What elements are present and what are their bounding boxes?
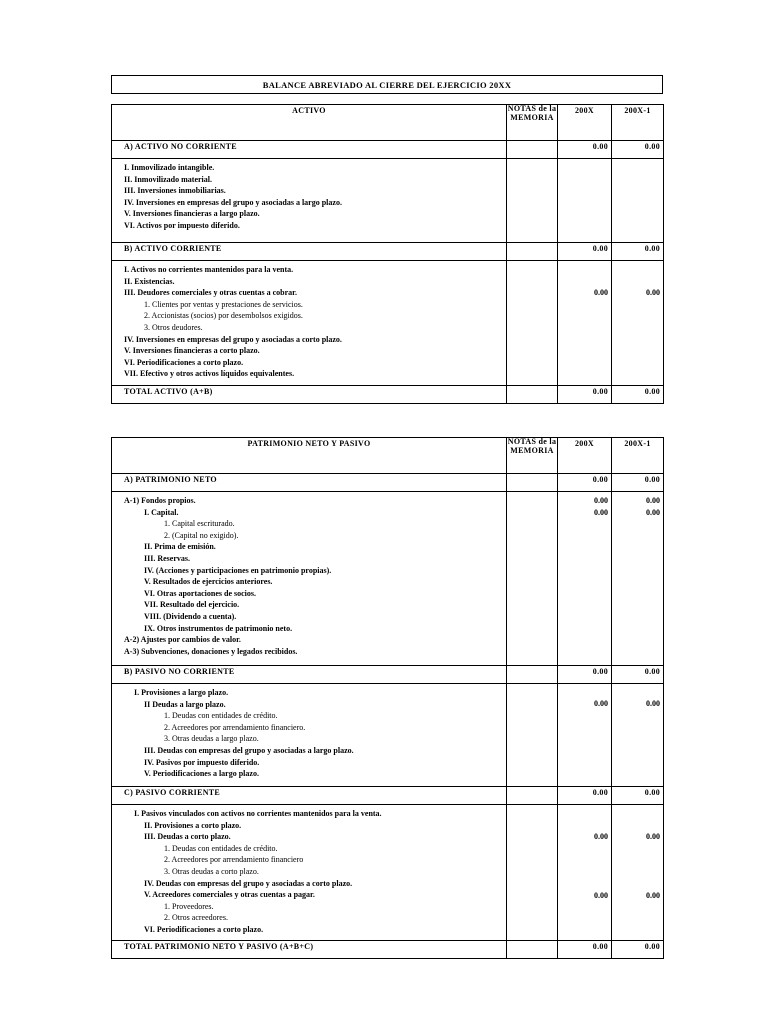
- value: 0.00: [646, 890, 660, 900]
- line-item: VIII. (Dividendo a cuenta).: [144, 611, 237, 621]
- line-item: II. Existencias.: [124, 276, 175, 286]
- value-cell: 0.00: [558, 386, 612, 404]
- value-cell: 0.00: [558, 941, 612, 959]
- total-pasivo-row: [112, 941, 664, 959]
- value-cell: 0.00: [612, 141, 664, 159]
- line-item: IV. Inversiones en empresas del grupo y asociadas a largo plazo.: [124, 197, 342, 207]
- value-cell: 0.00: [612, 941, 664, 959]
- line-item: IV. (Acciones y participaciones en patrimonio propias).: [144, 565, 332, 575]
- pasivo-no-corriente-items: [112, 684, 664, 787]
- value: 0.00: [594, 288, 608, 297]
- line-item: VI. Otras aportaciones de socios.: [144, 588, 256, 598]
- value-cell: [612, 805, 664, 941]
- line-item: VI. Periodificaciones a corto plazo.: [124, 357, 244, 367]
- line-item: I. Capital.: [144, 507, 179, 517]
- line-item: A-1) Fondos propios.: [124, 496, 196, 505]
- line-item: 1. Clientes por ventas y prestaciones de servicios.: [144, 299, 303, 309]
- notas-cell: [507, 474, 558, 492]
- line-item: II Deudas a largo plazo.: [144, 699, 226, 709]
- notas-cell: [507, 666, 558, 684]
- section-label: A) ACTIVO NO CORRIENTE: [112, 141, 507, 159]
- value-cell: 0.00: [612, 386, 664, 404]
- year1-header: 200X: [558, 105, 612, 141]
- line-item: 2. (Capital no exigido).: [164, 530, 239, 540]
- value: 0.00: [594, 832, 608, 841]
- value-cell: 0.00: [558, 141, 612, 159]
- line-item: 2. Accionistas (socios) por desembolsos exigidos.: [144, 311, 303, 321]
- year2-header: 200X-1: [612, 105, 664, 141]
- pasivo-corriente-items: [112, 805, 664, 941]
- line-item: VI. Activos por impuesto diferido.: [124, 220, 240, 230]
- value: 0.00: [646, 496, 660, 505]
- line-item: IV. Inversiones en empresas del grupo y asociadas a corto plazo.: [124, 334, 342, 344]
- value-cell: 0.00: [612, 243, 664, 261]
- notas-cell: [507, 159, 558, 243]
- line-item: 1. Capital escriturado.: [164, 519, 235, 529]
- total-label: TOTAL PATRIMONIO NETO Y PASIVO (A+B+C): [112, 941, 507, 959]
- line-item: IV. Pasivos por impuesto diferido.: [144, 757, 260, 767]
- notas-cell: [507, 805, 558, 941]
- notas-cell: [507, 141, 558, 159]
- value-cell: 0.00: [612, 787, 664, 805]
- line-item: 2. Otros acreedores.: [164, 913, 228, 923]
- line-item: I. Pasivos vinculados con activos no corrientes mantenidos para la venta.: [134, 809, 382, 818]
- value-cell: [558, 492, 612, 666]
- value: 0.00: [594, 699, 608, 708]
- line-item: II. Provisiones a corto plazo.: [144, 820, 242, 830]
- line-item: A-3) Subvenciones, donaciones y legados recibidos.: [124, 646, 298, 656]
- line-item: I. Activos no corrientes mantenidos para la venta.: [124, 265, 294, 274]
- activo-table: [111, 104, 664, 404]
- line-item: III. Deudores comerciales y otras cuentas a cobrar.: [124, 288, 297, 298]
- pasivo-header-row: [112, 438, 664, 474]
- value-cell: [612, 684, 664, 787]
- line-item: III. Deudas a corto plazo.: [144, 832, 231, 842]
- activo-header: ACTIVO: [112, 105, 507, 141]
- line-item: V. Resultados de ejercicios anteriores.: [144, 577, 273, 587]
- line-item: 1. Deudas con entidades de crédito.: [164, 711, 278, 721]
- total-activo-row: [112, 386, 664, 404]
- line-item: VII. Resultado del ejercicio.: [144, 600, 240, 610]
- value: 0.00: [594, 890, 608, 900]
- line-item: 2. Acreedores por arrendamiento financiero.: [164, 722, 306, 732]
- value: 0.00: [594, 496, 608, 505]
- total-label: TOTAL ACTIVO (A+B): [112, 386, 507, 404]
- line-item: IX. Otros instrumentos de patrimonio neto.: [144, 623, 293, 633]
- activo-header-row: [112, 105, 664, 141]
- year2-header: 200X-1: [612, 438, 664, 474]
- notas-cell: [507, 684, 558, 787]
- pasivo-no-corriente-row: [112, 666, 664, 684]
- value-cell: 0.00: [558, 787, 612, 805]
- value: 0.00: [646, 507, 660, 517]
- section-label: B) PASIVO NO CORRIENTE: [112, 666, 507, 684]
- value-cell: [558, 684, 612, 787]
- value-cell: 0.00: [558, 474, 612, 492]
- line-item: V. Acreedores comerciales y otras cuentas a pagar.: [144, 890, 315, 900]
- notas-cell: [507, 787, 558, 805]
- value-cell: [612, 261, 664, 386]
- notas-header: NOTAS de la MEMORIA: [507, 438, 558, 474]
- value-cell: [612, 492, 664, 666]
- line-item: 1. Deudas con entidades de crédito.: [164, 843, 278, 853]
- activo-no-corriente-items: [112, 159, 664, 243]
- notas-header: NOTAS de la MEMORIA: [507, 105, 558, 141]
- notas-cell: [507, 386, 558, 404]
- line-item: V. Inversiones financieras a corto plazo.: [124, 346, 260, 356]
- line-item: II. Prima de emisión.: [144, 542, 216, 552]
- line-item: VI. Periodificaciones a corto plazo.: [144, 924, 264, 934]
- patrimonio-neto-items: [112, 492, 664, 666]
- line-item: IV. Deudas con empresas del grupo y asociadas a corto plazo.: [144, 878, 353, 888]
- value-cell: 0.00: [558, 243, 612, 261]
- activo-corriente-items: [112, 261, 664, 386]
- section-label: C) PASIVO CORRIENTE: [112, 787, 507, 805]
- line-item: V. Periodificaciones a largo plazo.: [144, 769, 259, 779]
- value-cell: 0.00: [612, 474, 664, 492]
- line-item: V. Inversiones financieras a largo plazo.: [124, 209, 260, 219]
- line-item: VII. Efectivo y otros activos líquidos equivalentes.: [124, 369, 295, 379]
- section-label: A) PATRIMONIO NETO: [112, 474, 507, 492]
- value-cell: 0.00: [612, 666, 664, 684]
- line-item: I. Inmovilizado intangible.: [124, 163, 215, 172]
- year1-header: 200X: [558, 438, 612, 474]
- notas-cell: [507, 492, 558, 666]
- value-cell: [558, 159, 612, 243]
- pasivo-corriente-row: [112, 787, 664, 805]
- activo-corriente-row: [112, 243, 664, 261]
- line-item: III. Deudas con empresas del grupo y asociadas a largo plazo.: [144, 745, 354, 755]
- value: 0.00: [594, 507, 608, 517]
- line-item: I. Provisiones a largo plazo.: [134, 688, 229, 697]
- activo-no-corriente-row: [112, 141, 664, 159]
- value-cell: 0.00: [558, 666, 612, 684]
- notas-cell: [507, 941, 558, 959]
- value: 0.00: [646, 832, 660, 841]
- notas-cell: [507, 243, 558, 261]
- value-cell: [558, 261, 612, 386]
- notas-cell: [507, 261, 558, 386]
- line-item: III. Reservas.: [144, 553, 190, 563]
- line-item: III. Inversiones inmobiliarias.: [124, 186, 226, 196]
- value-cell: [558, 805, 612, 941]
- pasivo-header: PATRIMONIO NETO Y PASIVO: [112, 438, 507, 474]
- line-item: 1. Proveedores.: [164, 901, 214, 911]
- pasivo-table: [111, 437, 664, 959]
- line-item: A-2) Ajustes por cambios de valor.: [124, 635, 241, 645]
- value: 0.00: [646, 288, 660, 297]
- section-label: B) ACTIVO CORRIENTE: [112, 243, 507, 261]
- patrimonio-neto-row: [112, 474, 664, 492]
- value-cell: [612, 159, 664, 243]
- line-item: 2. Acreedores por arrendamiento financiero: [164, 855, 304, 865]
- line-item: II. Inmovilizado material.: [124, 174, 212, 184]
- line-item: 3. Otras deudas a corto plazo.: [164, 866, 259, 876]
- balance-title: BALANCE ABREVIADO AL CIERRE DEL EJERCICIO 20XX: [111, 75, 663, 94]
- line-item: 3. Otros deudores.: [144, 322, 203, 332]
- line-item: 3. Otras deudas a largo plazo.: [164, 734, 259, 744]
- value: 0.00: [646, 699, 660, 708]
